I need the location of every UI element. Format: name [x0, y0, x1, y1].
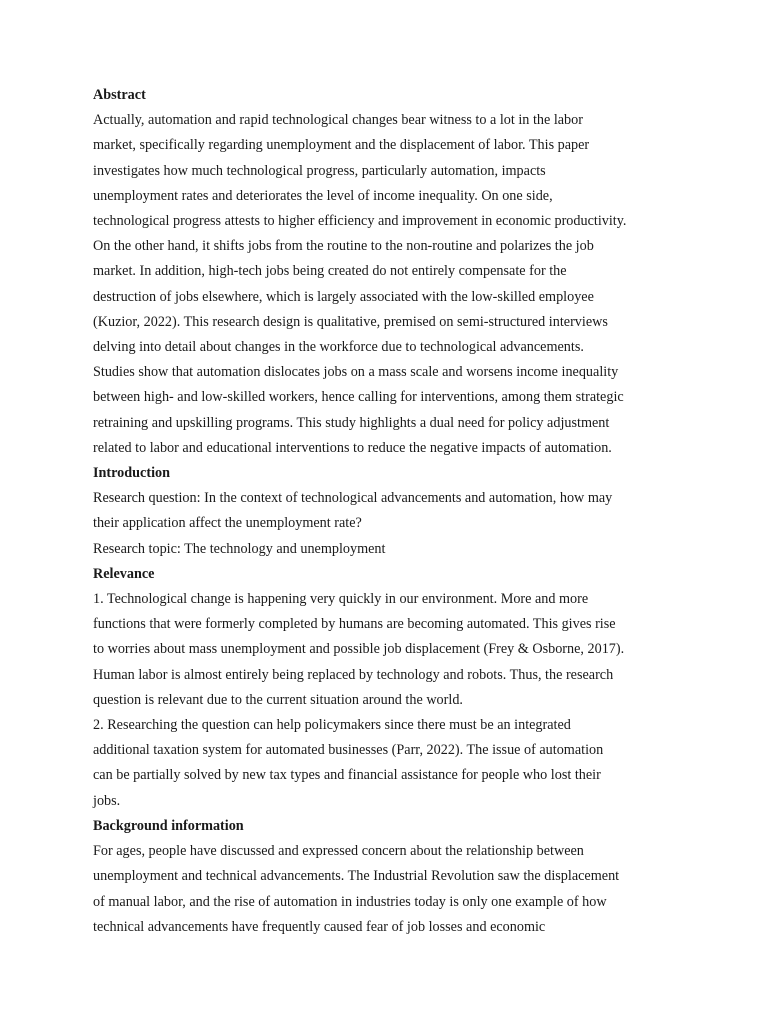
text-line: can be partially solved by new tax types and financial assistance for people who lost their	[93, 767, 601, 784]
introduction-heading: Introduction	[93, 465, 170, 482]
text-line: unemployment and technical advancements. The Industrial Revolution saw the displacement	[93, 868, 620, 885]
text-line: Human labor is almost entirely being replaced by technology and robots. Thus, the research	[93, 666, 614, 683]
text-line: investigates how much technological progress, particularly automation, impacts	[93, 162, 546, 179]
text-line: additional taxation system for automated businesses (Parr, 2022). The issue of automation	[93, 742, 604, 759]
text-line: question is relevant due to the current situation around the world.	[93, 691, 463, 708]
abstract-paragraph	[93, 108, 683, 461]
text-line: Research topic: The technology and unemployment	[93, 540, 386, 557]
text-line: their application affect the unemployment rate?	[93, 515, 362, 532]
text-line: to worries about mass unemployment and possible job displacement (Frey & Osborne, 2017).	[93, 641, 625, 658]
relevance-paragraph	[93, 587, 683, 814]
text-line: (Kuzior, 2022). This research design is qualitative, premised on semi-structured interviews	[93, 313, 608, 330]
abstract-heading: Abstract	[93, 87, 146, 103]
text-line: market, specifically regarding unemployment and the displacement of labor. This paper	[93, 137, 590, 154]
text-line: related to labor and educational interventions to reduce the negative impacts of automation.	[93, 439, 612, 456]
text-line: Actually, automation and rapid technological changes bear witness to a lot in the labor	[93, 112, 583, 129]
text-line: Research question: In the context of technological advancements and automation, how may	[93, 490, 613, 507]
text-line: 1. Technological change is happening very quickly in our environment. More and more	[93, 591, 589, 608]
text-line: Studies show that automation dislocates jobs on a mass scale and worsens income inequality	[93, 364, 619, 381]
text-line: functions that were formerly completed by humans are becoming automated. This gives rise	[93, 616, 616, 633]
introduction-paragraph	[93, 486, 683, 562]
text-line: 2. Researching the question can help policymakers since there must be an integrated	[93, 717, 571, 734]
text-line: technological progress attests to higher efficiency and improvement in economic productivity.	[93, 213, 627, 230]
document-page	[93, 83, 683, 940]
text-line: unemployment rates and deteriorates the level of income inequality. On one side,	[93, 187, 553, 204]
relevance-heading: Relevance	[93, 565, 155, 582]
text-line: jobs.	[93, 792, 121, 809]
text-line: of manual labor, and the rise of automation in industries today is only one example of how	[93, 893, 607, 910]
text-line: For ages, people have discussed and expressed concern about the relationship between	[93, 843, 584, 860]
background-paragraph	[93, 839, 683, 940]
text-line: between high- and low-skilled workers, hence calling for interventions, among them strategic	[93, 389, 624, 406]
text-line: delving into detail about changes in the workforce due to technological advancements.	[93, 339, 584, 356]
text-line: destruction of jobs elsewhere, which is largely associated with the low-skilled employee	[93, 288, 594, 305]
text-line: On the other hand, it shifts jobs from the routine to the non-routine and polarizes the job	[93, 238, 594, 255]
text-line: retraining and upskilling programs. This study highlights a dual need for policy adjustment	[93, 414, 610, 431]
text-line: market. In addition, high-tech jobs being created do not entirely compensate for the	[93, 263, 567, 280]
text-line: technical advancements have frequently caused fear of job losses and economic	[93, 918, 546, 935]
background-heading: Background information	[93, 817, 244, 834]
